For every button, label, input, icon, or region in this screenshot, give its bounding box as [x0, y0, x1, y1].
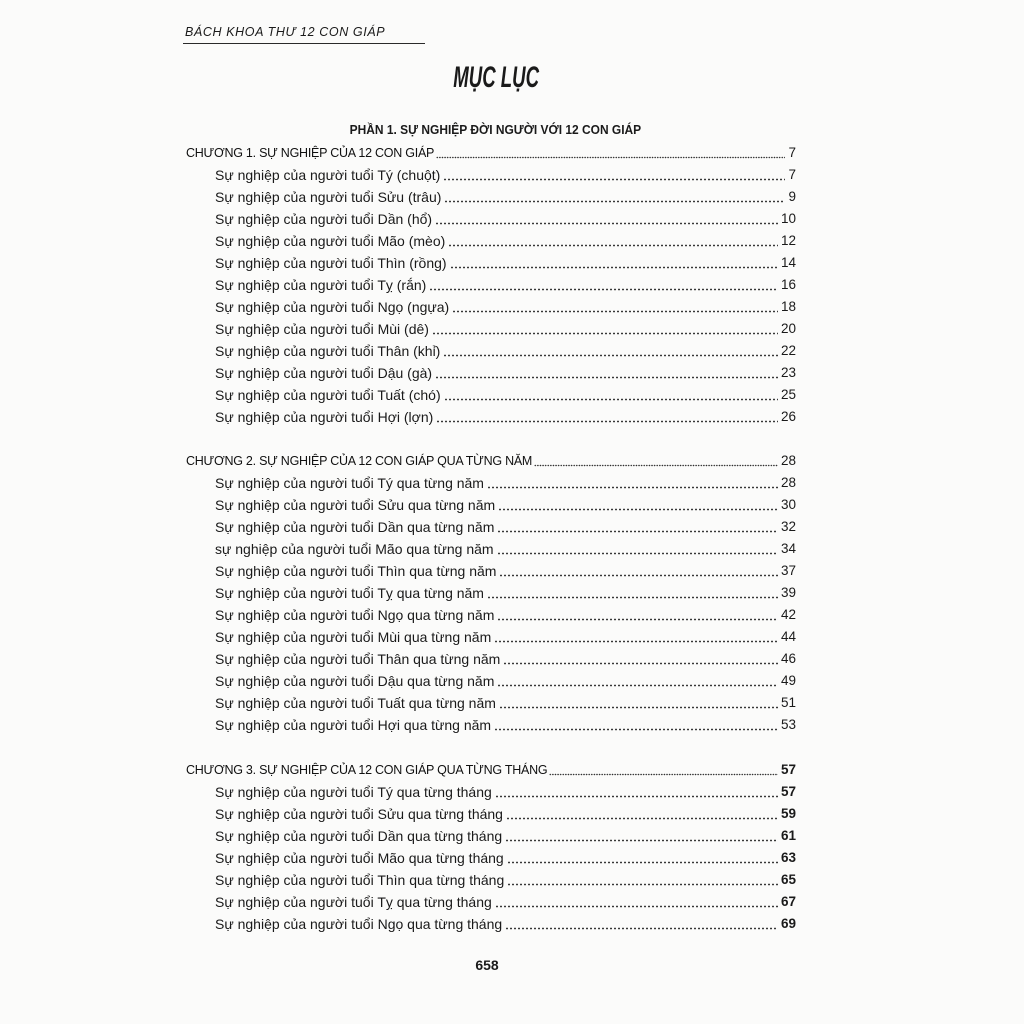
- dot-leader: [496, 604, 778, 626]
- toc-entry-page: 53: [780, 717, 796, 732]
- dot-leader: [434, 362, 778, 384]
- dot-leader: [447, 230, 778, 252]
- toc-entry-page: 49: [780, 673, 796, 688]
- toc-entry: [186, 186, 796, 208]
- toc-entry-page: 9: [788, 189, 796, 204]
- toc-entry-page: 59: [780, 806, 796, 821]
- toc-entry-page: 7: [788, 167, 796, 182]
- toc-entry: [186, 847, 796, 869]
- toc-entry: [186, 781, 796, 803]
- dot-leader: [494, 891, 778, 913]
- toc-entry-label: Sự nghiệp của người tuổi Tỵ qua từng năm: [215, 585, 484, 601]
- part-heading-text: PHẦN 1. SỰ NGHIỆP ĐỜI NGƯỜI VỚI 12 CON GIÁP: [349, 122, 641, 137]
- toc-entry: [186, 252, 796, 274]
- dot-leader: [502, 648, 778, 670]
- dot-leader: [443, 384, 778, 406]
- toc-entry-page: 61: [780, 828, 796, 843]
- toc-entry-page: 46: [780, 651, 796, 666]
- toc-entry: [186, 318, 796, 340]
- toc-entry: [186, 362, 796, 384]
- dot-leader: [486, 472, 778, 494]
- toc-entry: [186, 406, 796, 428]
- toc-entry-label: Sự nghiệp của người tuổi Thìn qua từng tháng: [215, 872, 505, 888]
- toc-entry-label: Sự nghiệp của người tuổi Thìn qua từng năm: [215, 563, 497, 579]
- page-title: [186, 58, 806, 103]
- toc-entry-label: Sự nghiệp của người tuổi Tuất (chó): [215, 387, 441, 403]
- toc-entry-label: Sự nghiệp của người tuổi Ngọ (ngựa): [215, 299, 450, 315]
- toc-entry: [186, 230, 796, 252]
- toc-entry: [186, 869, 796, 891]
- dot-leader: [431, 318, 778, 340]
- toc-entry: [186, 692, 796, 714]
- running-title: BÁCH KHOA THƯ 12 CON GIÁP: [185, 25, 386, 39]
- dot-leader: [504, 825, 778, 847]
- toc-entry-label: Sự nghiệp của người tuổi Mùi (dê): [215, 321, 429, 337]
- dot-leader: [428, 274, 778, 296]
- toc-entry-page: 30: [780, 497, 796, 512]
- chapter-heading-label: CHƯƠNG 2. SỰ NGHIỆP CỦA 12 CON GIÁP QUA TỪNG NĂM: [186, 454, 533, 468]
- toc-entry-page: 57: [780, 784, 796, 799]
- toc-entry-label: Sự nghiệp của người tuổi Tuất qua từng năm: [215, 695, 496, 711]
- toc-entry-page: 26: [780, 409, 796, 424]
- toc-entry-label: Sự nghiệp của người tuổi Dậu qua từng năm: [215, 673, 495, 689]
- toc-entry-label: Sự nghiệp của người tuổi Hợi (lợn): [215, 409, 434, 425]
- toc-entry-label: Sự nghiệp của người tuổi Dậu (gà): [215, 365, 433, 381]
- toc-entry-label: Sự nghiệp của người tuổi Thìn (rồng): [215, 255, 447, 271]
- chapter-heading: [186, 142, 796, 164]
- toc-entry: [186, 913, 796, 935]
- chapter-1-section: [186, 142, 796, 428]
- toc-entry-label: Sự nghiệp của người tuổi Tỵ (rắn): [215, 277, 427, 293]
- toc-entry-label: Sự nghiệp của người tuổi Mão (mèo): [215, 233, 446, 249]
- toc-entry: [186, 274, 796, 296]
- dot-leader: [436, 142, 785, 164]
- dot-leader: [506, 869, 778, 891]
- dot-leader: [498, 560, 778, 582]
- toc-entry-label: Sự nghiệp của người tuổi Tỵ qua từng tháng: [215, 894, 492, 910]
- toc-entry: [186, 384, 796, 406]
- toc-entry: [186, 714, 796, 736]
- toc-entry-page: 63: [780, 850, 796, 865]
- toc-entry: [186, 472, 796, 494]
- toc-entry-page: 51: [780, 695, 796, 710]
- toc-entry-page: 10: [780, 211, 796, 226]
- dot-leader: [497, 494, 778, 516]
- toc-entry: [186, 891, 796, 913]
- toc-entry-page: 28: [780, 475, 796, 490]
- toc-entry: [186, 648, 796, 670]
- toc-entry: [186, 164, 796, 186]
- page-title-text: MỤC LỤC: [453, 61, 539, 94]
- dot-leader: [506, 847, 778, 869]
- toc-entry-label: Sự nghiệp của người tuổi Thân (khỉ): [215, 343, 441, 359]
- dot-leader: [434, 208, 778, 230]
- toc-entry-page: 12: [780, 233, 796, 248]
- toc-entry: [186, 208, 796, 230]
- toc-entry-page: 69: [780, 916, 796, 931]
- dot-leader: [494, 781, 778, 803]
- running-title-underline: [183, 43, 425, 44]
- toc-entry-page: 65: [780, 872, 796, 887]
- page-number: 658: [475, 957, 499, 973]
- chapter-heading-page: 7: [788, 145, 796, 160]
- toc-entry-label: Sự nghiệp của người tuổi Hợi qua từng năm: [215, 717, 492, 733]
- toc-entry: [186, 538, 796, 560]
- part-heading: [186, 120, 804, 140]
- toc-entry-label: Sự nghiệp của người tuổi Ngọ qua từng năm: [215, 607, 495, 623]
- toc-entry: [186, 516, 796, 538]
- dot-leader: [496, 670, 778, 692]
- dot-leader: [449, 252, 778, 274]
- toc-entry: [186, 296, 796, 318]
- toc-entry: [186, 340, 796, 362]
- dot-leader: [451, 296, 778, 318]
- toc-entry: [186, 825, 796, 847]
- chapter-heading: [186, 450, 796, 472]
- chapter-heading-page: 57: [780, 762, 796, 777]
- toc-entry-page: 44: [780, 629, 796, 644]
- dot-leader: [493, 626, 778, 648]
- toc-entry-label: Sự nghiệp của người tuổi Ngọ qua từng tháng: [215, 916, 503, 932]
- dot-leader: [496, 538, 778, 560]
- toc-entry: [186, 560, 796, 582]
- toc-entry-page: 22: [780, 343, 796, 358]
- toc-entry: [186, 582, 796, 604]
- toc-entry-label: Sự nghiệp của người tuổi Mão qua từng tháng: [215, 850, 504, 866]
- toc-entry-label: Sự nghiệp của người tuổi Thân qua từng năm: [215, 651, 501, 667]
- toc-entry-page: 67: [780, 894, 796, 909]
- dot-leader: [442, 340, 778, 362]
- toc-entry-page: 18: [780, 299, 796, 314]
- toc-entry: [186, 626, 796, 648]
- toc-entry-page: 34: [780, 541, 796, 556]
- dot-leader: [442, 164, 785, 186]
- toc-entry-page: 42: [780, 607, 796, 622]
- dot-leader: [443, 186, 785, 208]
- dot-leader: [549, 759, 778, 781]
- dot-leader: [504, 913, 778, 935]
- dot-leader: [534, 450, 778, 472]
- dot-leader: [505, 803, 778, 825]
- toc-entry-label: Sự nghiệp của người tuổi Tý qua từng tháng: [215, 784, 492, 800]
- chapter-heading: [186, 759, 796, 781]
- toc-entry-page: 16: [780, 277, 796, 292]
- toc-entry: [186, 670, 796, 692]
- dot-leader: [486, 582, 778, 604]
- toc-entry-label: sự nghiệp của người tuổi Mão qua từng năm: [215, 541, 494, 557]
- dot-leader: [493, 714, 778, 736]
- toc-entry-label: Sự nghiệp của người tuổi Mùi qua từng năm: [215, 629, 492, 645]
- toc-entry-label: Sự nghiệp của người tuổi Tý qua từng năm: [215, 475, 484, 491]
- dot-leader: [498, 692, 778, 714]
- toc-entry-page: 25: [780, 387, 796, 402]
- dot-leader: [496, 516, 778, 538]
- toc-entry-page: 32: [780, 519, 796, 534]
- dot-leader: [435, 406, 778, 428]
- toc-entry-label: Sự nghiệp của người tuổi Dần qua từng tháng: [215, 828, 503, 844]
- toc-entry: [186, 803, 796, 825]
- chapter-heading-label: CHƯƠNG 1. SỰ NGHIỆP CỦA 12 CON GIÁP: [186, 146, 435, 160]
- toc-entry-page: 20: [780, 321, 796, 336]
- toc-entry-page: 39: [780, 585, 796, 600]
- toc-entry: [186, 494, 796, 516]
- chapter-heading-page: 28: [780, 453, 796, 468]
- toc-entry-page: 37: [780, 563, 796, 578]
- toc-entry-label: Sự nghiệp của người tuổi Dần (hổ): [215, 211, 433, 227]
- toc-entry-page: 14: [780, 255, 796, 270]
- chapter-2-section: [186, 450, 796, 736]
- toc-entry-label: Sự nghiệp của người tuổi Tý (chuột): [215, 167, 441, 183]
- toc-entry-label: Sự nghiệp của người tuổi Sửu (trâu): [215, 189, 442, 205]
- chapter-3-section: [186, 759, 796, 935]
- toc-entry-page: 23: [780, 365, 796, 380]
- chapter-heading-label: CHƯƠNG 3. SỰ NGHIỆP CỦA 12 CON GIÁP QUA TỪNG THÁNG: [186, 763, 548, 777]
- toc-entry-label: Sự nghiệp của người tuổi Sửu qua từng năm: [215, 497, 496, 513]
- toc-entry: [186, 604, 796, 626]
- toc-entry-label: Sự nghiệp của người tuổi Dần qua từng năm: [215, 519, 495, 535]
- toc-entry-label: Sự nghiệp của người tuổi Sửu qua từng tháng: [215, 806, 503, 822]
